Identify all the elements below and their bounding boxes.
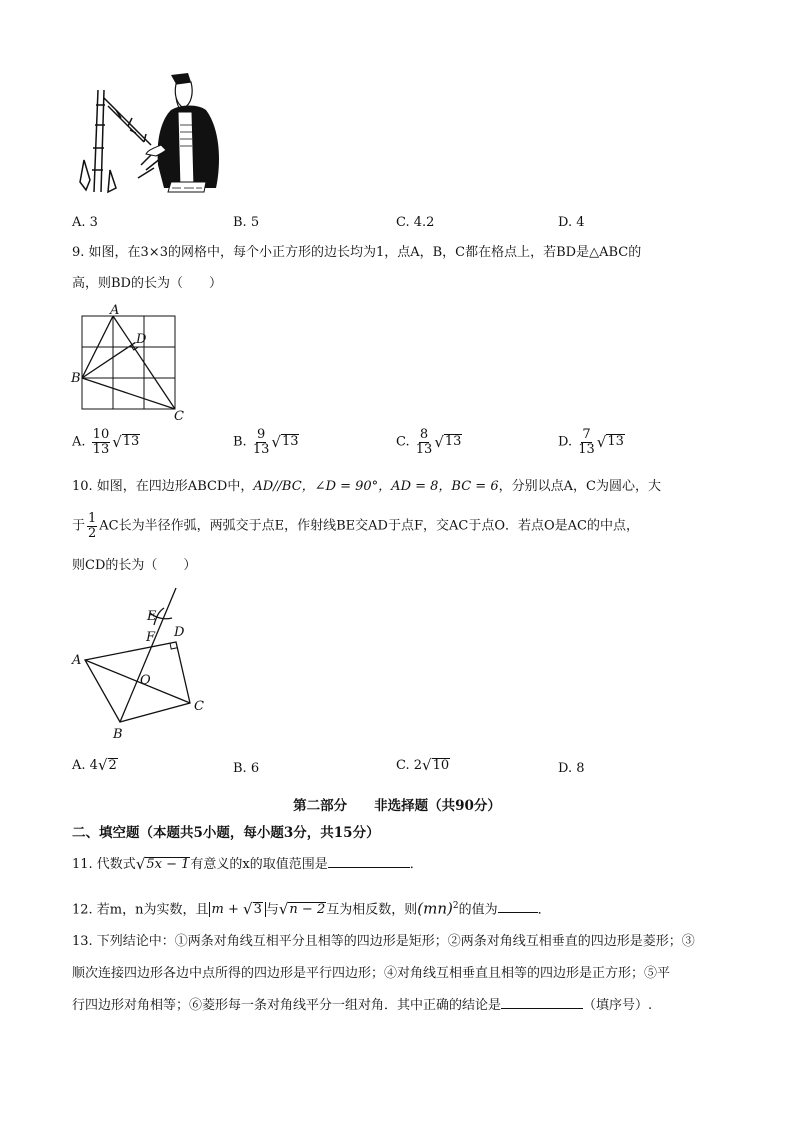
label-a: A [72, 653, 82, 668]
frac-num: 7 [582, 427, 591, 442]
part2-title: 第二部分 非选择题（共90分） [293, 798, 501, 814]
sqrt-radicand: 13 [444, 434, 462, 450]
altitude-bd [82, 342, 135, 378]
section-fill-blank-heading: 二、填空题（本题共5小题，每小题3分，共15分） [72, 825, 380, 841]
q13-line3-text: 行四边形对角相等；⑥菱形每一条对角线平分一组对角．其中正确的结论是 [72, 998, 502, 1013]
sqrt-radicand: 2 [108, 758, 117, 773]
q8-option-c[interactable]: C. 4.2 [396, 215, 435, 230]
q8-option-a[interactable]: A. 3 [72, 215, 98, 230]
sqrt-radicand: 3 [253, 902, 262, 918]
sqrt-radicand: 13 [607, 434, 624, 450]
q9-option-c[interactable] [396, 428, 462, 456]
q11-prefix: 11. 代数式 [72, 857, 136, 872]
q9-option-b[interactable] [233, 428, 299, 456]
q12-mid2: 互为相反数，则 [326, 902, 418, 918]
q9-option-d[interactable] [558, 428, 625, 456]
frac-den: 13 [578, 441, 595, 457]
label-d: D [136, 332, 147, 347]
q11-suffix: 有意义的x的取值范围是 [190, 857, 328, 872]
q13-line3 [72, 996, 652, 1016]
label-b: B [113, 727, 123, 742]
q10-option-c-sqrt: √ 10 [422, 756, 450, 775]
q12-answer-blank[interactable] [498, 900, 538, 913]
frac-den: 13 [252, 441, 270, 457]
q12-exponent: 2 [452, 901, 459, 911]
q9-option-b-sqrt: √ 13 [271, 432, 299, 451]
q10-stem-line2 [72, 512, 639, 540]
q10-half-fraction [87, 512, 97, 540]
q10-stem-line3: 则CD的长为（ ） [72, 558, 197, 573]
q10-option-c-prefix: C. [396, 758, 410, 774]
q10-stem-part: 于 [72, 518, 86, 534]
frac-den: 2 [88, 525, 97, 541]
label-c: C [174, 409, 184, 422]
label-c: C [194, 699, 204, 714]
q12-absolute-value: m + √ 3 [209, 902, 266, 917]
q12 [72, 896, 551, 920]
q9-option-b-fraction [253, 428, 270, 456]
label-f: F [146, 630, 156, 645]
q12-paren-expr: (mn) [417, 899, 453, 918]
sqrt-radicand: n − 2 [289, 902, 326, 918]
q11-end: ． [409, 857, 423, 872]
label-e: E [147, 609, 157, 624]
sqrt-radicand: 5x − 1 [146, 856, 190, 872]
q12-sqrt: √ n − 2 [278, 900, 326, 919]
label-a: A [110, 303, 120, 318]
q9-option-a-prefix: A. [72, 434, 86, 450]
scholar-figure [146, 73, 219, 192]
sqrt-radicand: 13 [122, 434, 140, 450]
q12-suffix: 的值为 [458, 902, 498, 918]
q12-mid: 与 [265, 902, 279, 918]
q10-option-d[interactable]: D. 8 [558, 761, 585, 776]
label-b: B [71, 371, 81, 386]
label-o: O [140, 673, 151, 688]
q9-option-c-fraction [416, 428, 433, 456]
q10-option-a-sqrt: √ 2 [97, 756, 117, 775]
q11-answer-blank[interactable] [328, 855, 410, 868]
side-bc [82, 378, 175, 409]
q9-option-b-prefix: B. [233, 434, 247, 450]
q10-figure [68, 580, 218, 745]
q11 [72, 855, 423, 875]
frac-num: 9 [256, 427, 266, 442]
q10-stem-part: AC长为半径作弧，两弧交于点E，作射线BE交AD于点F，交AC于点O．若点O是AC的中点， [99, 518, 639, 534]
frac-den: 13 [92, 441, 110, 457]
q10-option-a[interactable] [72, 758, 118, 773]
q12-prefix: 12. 若m，n为实数，且 [72, 902, 209, 918]
q10-option-c[interactable] [396, 758, 450, 773]
label-d: D [174, 625, 185, 640]
q9-grid-figure [68, 302, 193, 422]
q8-illustration [76, 70, 226, 195]
q10-stem-line1 [72, 477, 661, 497]
grid-border [82, 316, 175, 409]
frac-num: 10 [92, 427, 110, 442]
q9-option-a-fraction [92, 428, 111, 456]
bamboo-drawing [80, 90, 161, 192]
q9-option-d-fraction [578, 428, 595, 456]
q9-option-a[interactable] [72, 428, 140, 456]
q8-option-d[interactable]: D. 4 [558, 215, 585, 230]
q10-option-c-coef: 2 [413, 758, 423, 774]
q9-option-d-prefix: D. [558, 434, 573, 450]
q9-stem-line2: 高，则BD的长为（ ） [72, 276, 222, 291]
frac-num: 8 [419, 427, 429, 442]
q13-answer-blank[interactable] [501, 996, 583, 1009]
q10-math-condition: AD//BC，∠D = 90°，AD = 8，BC = 6 [253, 479, 499, 494]
q11-sqrt: √ 5x − 1 [135, 855, 190, 874]
q9-option-c-sqrt: √ 13 [434, 432, 462, 451]
abs-expr: m + [211, 902, 243, 918]
q13-line3-suffix: （填序号）. [583, 998, 653, 1013]
q10-option-b[interactable]: B. 6 [233, 761, 260, 776]
q8-option-b[interactable]: B. 5 [233, 215, 260, 230]
q10-option-a-prefix: A. [72, 758, 86, 774]
q9-stem-line1: 9. 如图，在3×3的网格中，每个小正方形的边长均为1，点A，B，C都在格点上，若BD是△ABC的 [72, 245, 642, 260]
sqrt-radicand: 10 [432, 758, 450, 773]
q10-stem-part: ，分别以点A，C为圆心，大 [498, 479, 661, 494]
frac-den: 13 [415, 441, 433, 457]
q9-option-c-prefix: C. [396, 434, 410, 450]
q13-line2: 顺次连接四边形各边中点所得的四边形是平行四边形；④对角线互相垂直且相等的四边形是正方形；⑤平 [72, 966, 671, 981]
q10-option-a-coef: 4 [89, 758, 98, 774]
q10-stem-part: 10. 如图，在四边形ABCD中， [72, 479, 254, 494]
q9-option-d-sqrt: √ 13 [596, 432, 624, 451]
q9-option-a-sqrt: √ 13 [112, 432, 140, 451]
q13-line1: 13. 下列结论中：①两条对角线互相平分且相等的四边形是矩形；②两条对角线互相垂直的四边形是菱形；③ [72, 934, 695, 949]
sqrt-radicand: 13 [281, 434, 299, 450]
frac-num: 1 [88, 511, 97, 526]
q12-end: ． [537, 902, 551, 918]
